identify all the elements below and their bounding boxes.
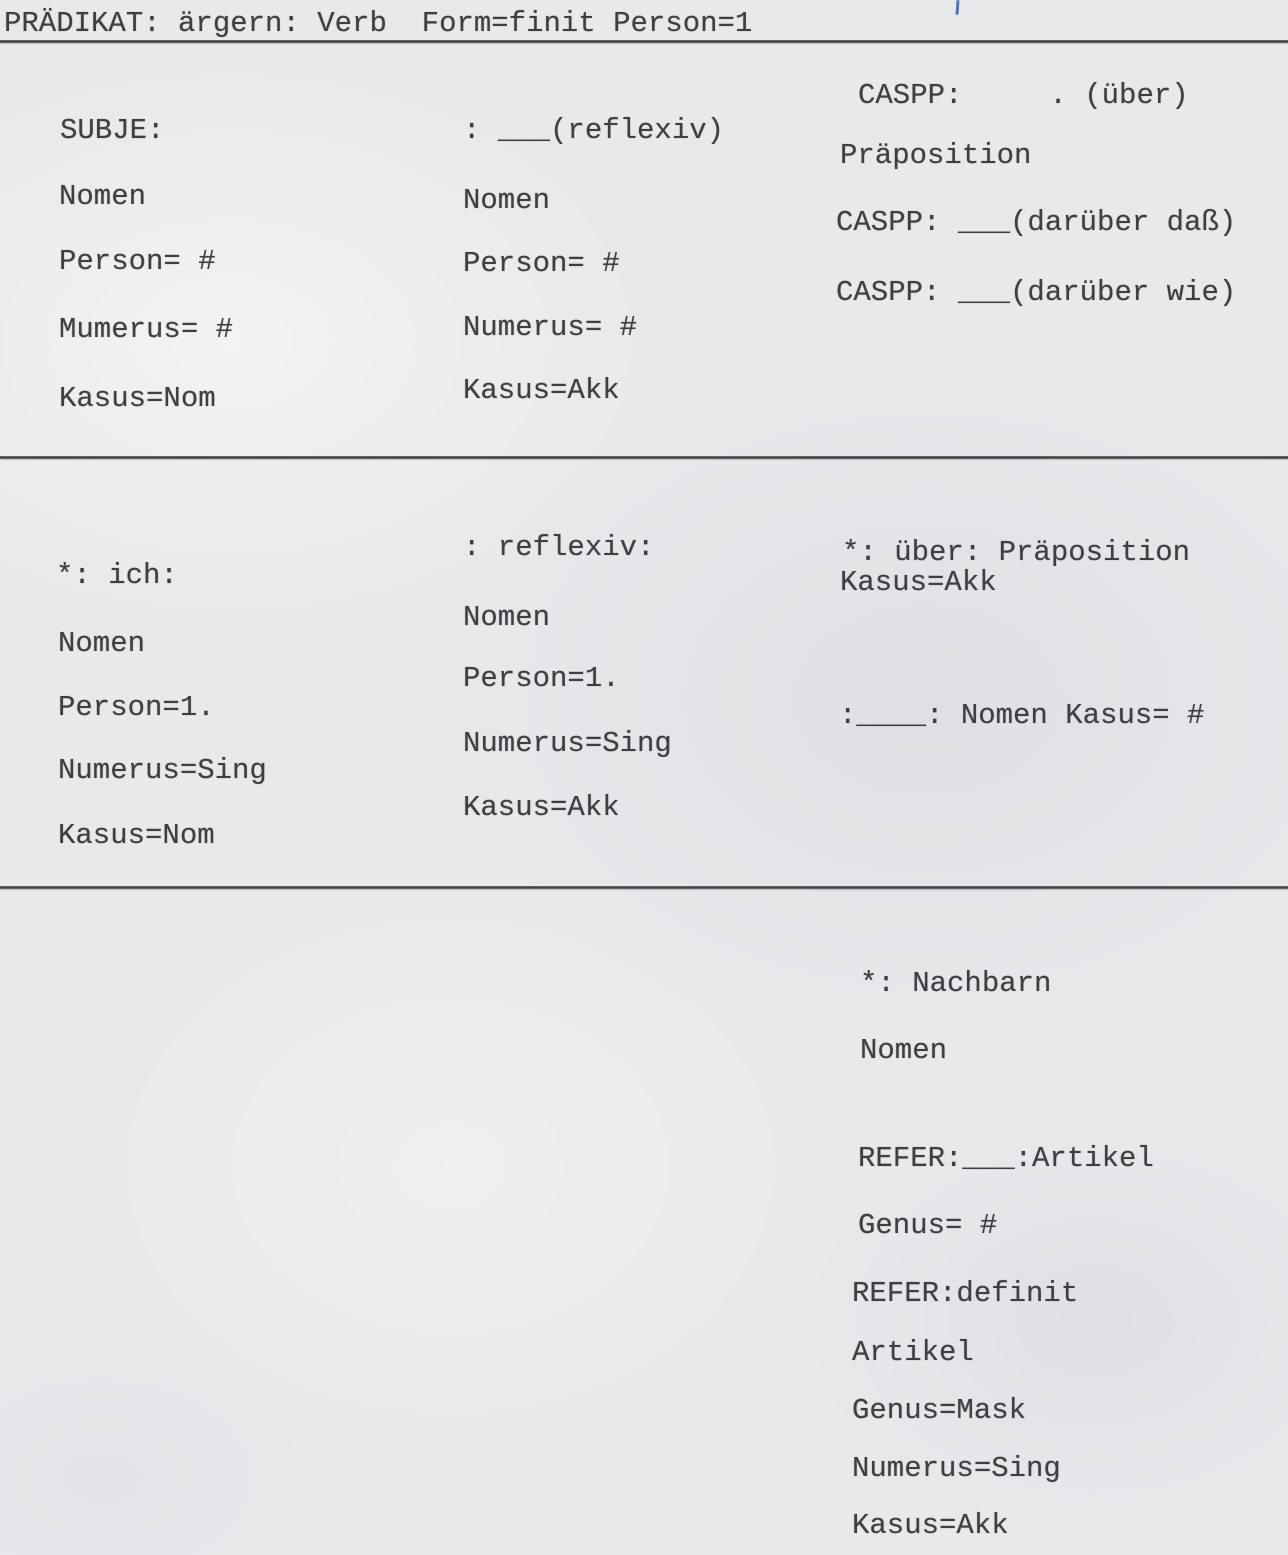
section-divider-rule (0, 886, 1288, 889)
feature-line: Präposition (840, 139, 1032, 172)
nachbarn-label: *: Nachbarn (860, 967, 1052, 1000)
feature-line: Mumerus= # (59, 313, 234, 346)
feature-line: Kasus=Akk (463, 791, 620, 824)
reflexiv-slot-label: : ___(reflexiv) (463, 114, 725, 147)
feature-line: Genus=Mask (852, 1394, 1027, 1427)
refer-definit-line: REFER:definit (852, 1277, 1079, 1310)
feature-line: Kasus=Akk (852, 1509, 1009, 1542)
feature-line: Numerus= # (463, 311, 638, 344)
ueber-label: *: über: Präposition (842, 536, 1191, 569)
header-underline-rule (0, 40, 1288, 43)
pen-mark (955, 0, 959, 15)
feature-line: Person=1. (58, 691, 215, 724)
subje-label: SUBJE: (60, 114, 165, 147)
feature-line: Nomen (463, 184, 551, 217)
feature-line: Kasus=Nom (59, 382, 216, 415)
feature-line: Person= # (463, 247, 620, 280)
feature-line: Numerus=Sing (852, 1452, 1061, 1485)
feature-line: Kasus=Akk (840, 566, 997, 599)
caspp-darueber-dass-line: CASPP: ___(darüber daß) (836, 206, 1237, 239)
feature-line: Person=1. (463, 662, 620, 695)
feature-line: Nomen (59, 180, 147, 213)
nomen-kasus-slot-line: :____: Nomen Kasus= # (839, 699, 1205, 732)
feature-line: Numerus=Sing (463, 727, 672, 760)
caspp-label: CASPP: . (über) (858, 79, 1189, 112)
feature-line: Genus= # (858, 1209, 998, 1242)
predikat-header: PRÄDIKAT: ärgern: Verb Form=finit Person=1 (4, 7, 753, 40)
feature-line: Kasus=Nom (58, 819, 215, 852)
feature-line: Artikel (852, 1336, 974, 1369)
feature-line: Person= # (59, 245, 216, 278)
reflexiv-label: : reflexiv: (463, 531, 655, 564)
feature-line: Nomen (860, 1034, 948, 1067)
caspp-darueber-wie-line: CASPP: ___(darüber wie) (836, 276, 1237, 309)
section-divider-rule (0, 456, 1288, 459)
refer-artikel-slot-line: REFER:___:Artikel (858, 1142, 1154, 1175)
feature-line: Kasus=Akk (463, 374, 620, 407)
ich-label: *: ich: (56, 559, 178, 592)
feature-line: Numerus=Sing (58, 754, 267, 787)
feature-line: Nomen (58, 627, 146, 660)
feature-line: Nomen (463, 601, 551, 634)
